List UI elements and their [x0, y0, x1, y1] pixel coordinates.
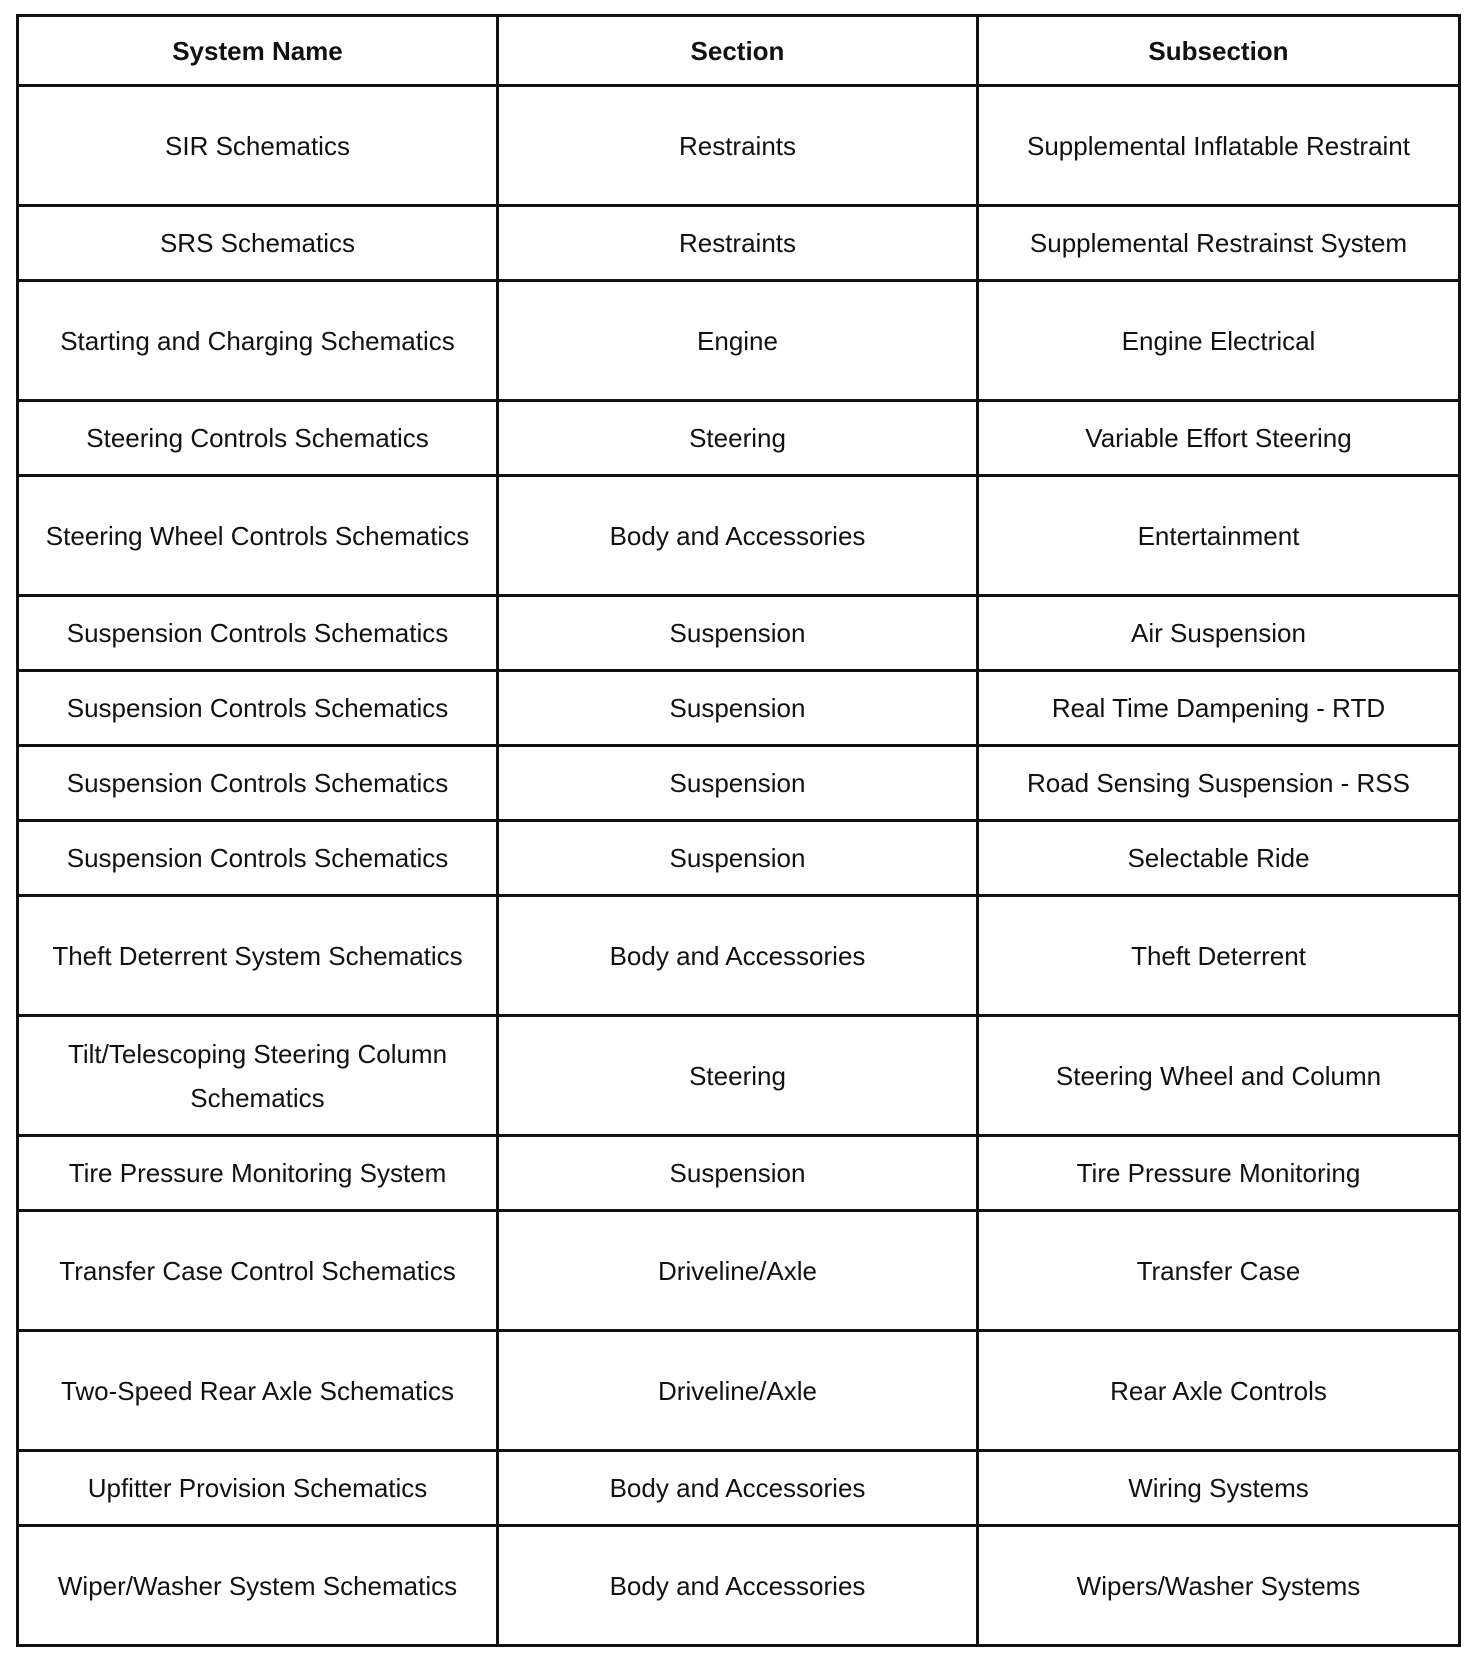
cell-section: Suspension — [498, 596, 978, 671]
cell-system-name: SIR Schematics — [18, 86, 498, 206]
cell-system-name: Theft Deterrent System Schematics — [18, 896, 498, 1016]
cell-subsection: Entertainment — [978, 476, 1460, 596]
cell-subsection: Supplemental Restrainst System — [978, 206, 1460, 281]
schematics-table — [16, 14, 1461, 1647]
cell-subsection: Wipers/Washer Systems — [978, 1526, 1460, 1646]
cell-subsection: Selectable Ride — [978, 821, 1460, 896]
table-header — [18, 16, 1460, 86]
cell-subsection: Tire Pressure Monitoring — [978, 1136, 1460, 1211]
table-row — [18, 1526, 1460, 1646]
cell-section: Suspension — [498, 821, 978, 896]
table-row — [18, 1211, 1460, 1331]
header-subsection: Subsection — [978, 16, 1460, 86]
cell-system-name: Steering Wheel Controls Schematics — [18, 476, 498, 596]
cell-section: Driveline/Axle — [498, 1211, 978, 1331]
header-section: Section — [498, 16, 978, 86]
cell-system-name: SRS Schematics — [18, 206, 498, 281]
cell-subsection: Rear Axle Controls — [978, 1331, 1460, 1451]
cell-section: Driveline/Axle — [498, 1331, 978, 1451]
table-row — [18, 476, 1460, 596]
table-row — [18, 671, 1460, 746]
cell-system-name: Transfer Case Control Schematics — [18, 1211, 498, 1331]
cell-section: Restraints — [498, 206, 978, 281]
cell-subsection: Air Suspension — [978, 596, 1460, 671]
cell-system-name: Upfitter Provision Schematics — [18, 1451, 498, 1526]
cell-section: Body and Accessories — [498, 1451, 978, 1526]
cell-system-name: Suspension Controls Schematics — [18, 821, 498, 896]
cell-subsection: Variable Effort Steering — [978, 401, 1460, 476]
table-row — [18, 401, 1460, 476]
cell-system-name: Suspension Controls Schematics — [18, 596, 498, 671]
table-row — [18, 1331, 1460, 1451]
table-row — [18, 596, 1460, 671]
header-system-name: System Name — [18, 16, 498, 86]
table-row — [18, 896, 1460, 1016]
cell-section: Suspension — [498, 746, 978, 821]
table-row — [18, 206, 1460, 281]
cell-system-name: Tire Pressure Monitoring System — [18, 1136, 498, 1211]
header-row — [18, 16, 1460, 86]
cell-section: Body and Accessories — [498, 896, 978, 1016]
table-row — [18, 281, 1460, 401]
cell-system-name: Suspension Controls Schematics — [18, 746, 498, 821]
cell-section: Suspension — [498, 671, 978, 746]
table-row — [18, 1016, 1460, 1136]
cell-subsection: Steering Wheel and Column — [978, 1016, 1460, 1136]
table-row — [18, 1451, 1460, 1526]
cell-system-name: Starting and Charging Schematics — [18, 281, 498, 401]
cell-system-name: Steering Controls Schematics — [18, 401, 498, 476]
table-row — [18, 86, 1460, 206]
cell-subsection: Theft Deterrent — [978, 896, 1460, 1016]
cell-system-name: Suspension Controls Schematics — [18, 671, 498, 746]
cell-section: Body and Accessories — [498, 476, 978, 596]
cell-subsection: Wiring Systems — [978, 1451, 1460, 1526]
cell-subsection: Engine Electrical — [978, 281, 1460, 401]
cell-section: Steering — [498, 401, 978, 476]
cell-section: Restraints — [498, 86, 978, 206]
table-row — [18, 1136, 1460, 1211]
cell-subsection: Road Sensing Suspension - RSS — [978, 746, 1460, 821]
cell-system-name: Wiper/Washer System Schematics — [18, 1526, 498, 1646]
cell-section: Suspension — [498, 1136, 978, 1211]
cell-system-name: Two-Speed Rear Axle Schematics — [18, 1331, 498, 1451]
cell-system-name: Tilt/Telescoping Steering Column Schematics — [18, 1016, 498, 1136]
table-row — [18, 821, 1460, 896]
cell-section: Steering — [498, 1016, 978, 1136]
cell-subsection: Transfer Case — [978, 1211, 1460, 1331]
cell-subsection: Supplemental Inflatable Restraint — [978, 86, 1460, 206]
table-body — [18, 86, 1460, 1646]
cell-section: Body and Accessories — [498, 1526, 978, 1646]
table-row — [18, 746, 1460, 821]
cell-section: Engine — [498, 281, 978, 401]
cell-subsection: Real Time Dampening - RTD — [978, 671, 1460, 746]
